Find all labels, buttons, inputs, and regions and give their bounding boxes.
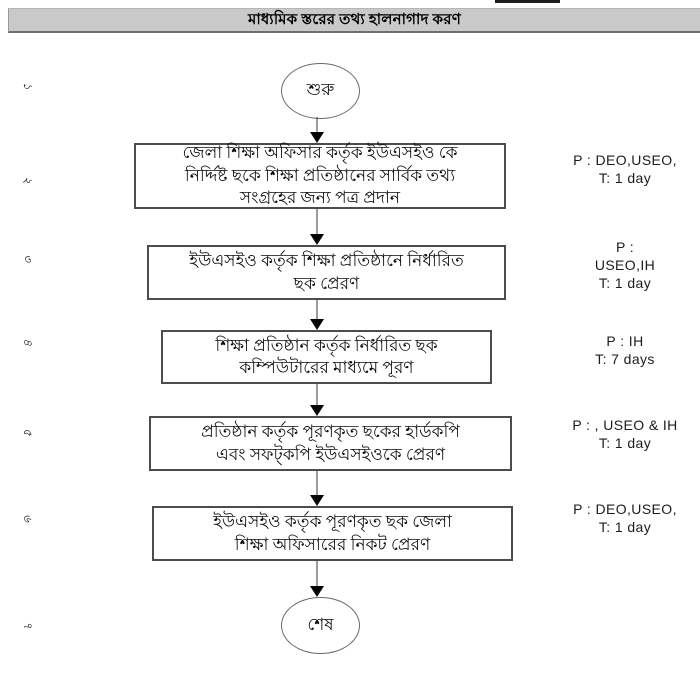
annotation-line: T: 7 days — [595, 351, 655, 368]
annotation-line: USEO,IH — [594, 257, 656, 274]
flow-arrow-5 — [310, 471, 324, 506]
step-annotation-4 — [540, 416, 700, 452]
flow-arrow-2 — [310, 209, 324, 245]
row-number-7: ৭ — [21, 621, 35, 629]
arrow-shaft — [317, 117, 318, 133]
row-number-5: ৫ — [21, 428, 35, 436]
step-text-line: প্রতিষ্ঠান কর্তৃক পূরণকৃত ছকের হার্ডকপি — [201, 422, 460, 442]
arrow-shaft — [317, 471, 318, 496]
step-annotation-2 — [540, 238, 700, 293]
arrow-head-icon — [310, 495, 324, 506]
step-annotation-1 — [540, 151, 700, 187]
step-annotation-5 — [540, 500, 700, 536]
annotation-line: P : IH — [606, 333, 644, 349]
row-number-4: ৪ — [21, 338, 35, 346]
annotation-line: T: 1 day — [598, 519, 652, 536]
end-label: শেষ — [307, 614, 334, 634]
step-box-4 — [149, 416, 512, 471]
arrow-head-icon — [310, 234, 324, 245]
step-box-1 — [134, 143, 506, 209]
step-text-line: ইউএসইও কর্তৃক পূরণকৃত ছক জেলা — [213, 512, 452, 532]
step-box-5 — [152, 506, 513, 561]
step-text-line: কম্পিউটারের মাধ্যমে পূরণ — [239, 358, 414, 377]
step-annotation-3 — [540, 332, 700, 368]
step-box-2 — [147, 245, 506, 300]
page-title: মাধ্যমিক স্তরের তথ্য হালনাগাদ করণ — [248, 11, 461, 28]
row-number-2: ২ — [21, 176, 35, 184]
flow-arrow-6 — [310, 561, 324, 597]
title-bar — [8, 8, 700, 33]
step-text-line: শিক্ষা প্রতিষ্ঠান কর্তৃক নির্ধারিত ছক — [215, 335, 438, 355]
start-terminator — [281, 63, 360, 119]
arrow-head-icon — [310, 586, 324, 597]
step-text-line: ছক প্রেরণ — [293, 273, 360, 293]
flow-arrow-3 — [310, 300, 324, 330]
arrow-shaft — [317, 384, 318, 406]
arrow-shaft — [317, 300, 318, 320]
annotation-line: T: 1 day — [598, 435, 652, 452]
end-terminator — [281, 597, 360, 654]
annotation-line: T: 1 day — [598, 170, 652, 187]
row-number-1: ১ — [21, 82, 35, 90]
flow-arrow-4 — [310, 384, 324, 416]
arrow-head-icon — [310, 405, 324, 416]
arrow-head-icon — [310, 132, 324, 143]
annotation-line: T: 1 day — [598, 275, 652, 292]
flow-arrow-1 — [310, 117, 324, 143]
start-label: শুরু — [306, 80, 335, 99]
annotation-line: P : DEO,USEO, — [573, 152, 677, 168]
step-box-3 — [161, 330, 492, 384]
step-text-line: ইউএসইও কর্তৃক শিক্ষা প্রতিষ্ঠানে নির্ধারিত — [189, 251, 464, 271]
step-text-line: নির্দ্দিষ্ট ছকে শিক্ষা প্রতিষ্ঠানের সার্বিক তথ্য — [184, 165, 456, 185]
arrow-head-icon — [310, 319, 324, 330]
scan-artifact-top — [495, 0, 560, 3]
row-number-6: ৬ — [21, 514, 35, 522]
step-text-line: জেলা শিক্ষা অফিসার কর্তৃক ইউএসইও কে — [182, 143, 458, 163]
step-text-line: শিক্ষা অফিসারের নিকট প্রেরণ — [234, 534, 431, 554]
annotation-line: P : — [615, 239, 635, 255]
row-number-3: ৩ — [21, 254, 35, 262]
arrow-shaft — [317, 561, 318, 587]
annotation-line: P : , USEO & IH — [572, 417, 678, 433]
step-text-line: এবং সফট্‌কপি ইউএসইওকে প্রেরণ — [215, 444, 446, 464]
step-text-line: সংগ্রহের জন্য পত্র প্রদান — [239, 188, 401, 208]
annotation-line: P : DEO,USEO, — [573, 501, 677, 517]
arrow-shaft — [317, 209, 318, 235]
